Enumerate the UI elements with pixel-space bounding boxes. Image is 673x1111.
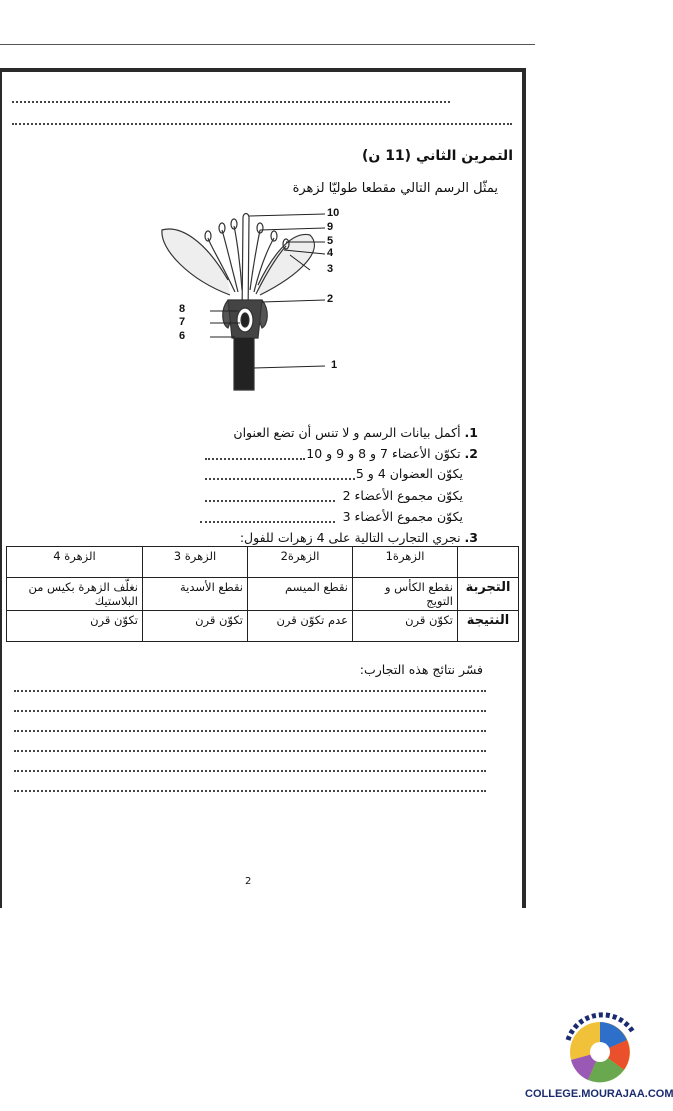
question-1 xyxy=(233,425,478,440)
explain-prompt: فسّر نتائج هذه التجارب: xyxy=(359,662,483,677)
question-1-number: 1. xyxy=(464,425,478,440)
diagram-label-10: 10 xyxy=(327,207,340,219)
row-label-result: النتيجة xyxy=(458,611,519,642)
table-header-row xyxy=(7,547,519,578)
table-header-cell: الزهرة1 xyxy=(353,547,458,578)
diagram-label-6: 6 xyxy=(179,330,186,342)
answer-line xyxy=(14,684,486,692)
diagram-label-9: 9 xyxy=(327,221,334,233)
exercise-intro: يمثّل الرسم التالي مقطعا طوليّا لزهرة xyxy=(292,181,498,196)
diagram-label-3: 3 xyxy=(327,263,334,275)
answer-line xyxy=(12,95,450,103)
table-cell: عدم تكوّن قرن xyxy=(248,611,353,642)
answer-line xyxy=(14,724,486,732)
table-row xyxy=(7,578,519,611)
answer-line xyxy=(12,117,512,125)
diagram-label-1: 1 xyxy=(331,359,338,371)
answer-line xyxy=(14,704,486,712)
page-frame-left xyxy=(0,72,2,908)
answer-line xyxy=(14,744,486,752)
answer-line xyxy=(14,784,486,792)
question-3 xyxy=(240,530,478,545)
answer-line xyxy=(205,452,305,460)
table-cell: نقطع الميسم xyxy=(248,578,353,611)
table-cell: تكوّن قرن xyxy=(353,611,458,642)
table-header-cell: الزهرة 3 xyxy=(143,547,248,578)
question-1-text: أكمل بيانات الرسم و لا تنس أن تضع العنوان xyxy=(233,425,461,440)
question-2-sub-2: يكوّن مجموع الأعضاء 2 xyxy=(342,488,463,503)
exercise-title: التمرين الثاني (11 ن) xyxy=(361,148,513,164)
answer-line xyxy=(200,515,335,523)
table-cell: نقطع الأسدية xyxy=(143,578,248,611)
question-3-number: 3. xyxy=(464,530,478,545)
table-cell: تكوّن قرن xyxy=(7,611,143,642)
table-cell: تكوّن قرن xyxy=(143,611,248,642)
table-header-cell xyxy=(458,547,519,578)
table-row xyxy=(7,611,519,642)
question-2-sub-1: يكوّن العضوان 4 و 5 xyxy=(355,466,463,481)
diagram-label-5: 5 xyxy=(327,235,334,247)
diagram-label-8: 8 xyxy=(179,303,186,315)
table-cell: نقطع الكأس و التويج xyxy=(353,578,458,611)
question-2-text: تكوّن الأعضاء 7 و 8 و 9 و 10 xyxy=(306,446,461,461)
table-header-cell: الزهرة 4 xyxy=(7,547,143,578)
page-number: 2 xyxy=(245,876,252,887)
diagram-label-4: 4 xyxy=(327,247,334,259)
table-cell: نغلّف الزهرة بكيس من البلاستيك xyxy=(7,578,143,611)
question-2 xyxy=(306,446,478,461)
diagram-label-7: 7 xyxy=(179,316,186,328)
answer-line xyxy=(14,764,486,772)
diagram-label-2: 2 xyxy=(327,293,334,305)
question-3-text: نجري التجارب التالية على 4 زهرات للفول: xyxy=(239,530,461,545)
question-2-sub-3: يكوّن مجموع الأعضاء 3 xyxy=(342,509,463,524)
table-header-cell: الزهرة2 xyxy=(248,547,353,578)
question-2-number: 2. xyxy=(464,446,478,461)
site-logo-text: COLLEGE.MOURAJAA.COM xyxy=(525,1088,673,1100)
answer-line xyxy=(205,494,335,502)
top-rule xyxy=(0,44,535,45)
row-label-experiment: التجربة xyxy=(458,578,519,611)
flower-section-diagram xyxy=(150,200,350,395)
experiments-table xyxy=(6,546,519,642)
answer-line xyxy=(205,472,355,480)
